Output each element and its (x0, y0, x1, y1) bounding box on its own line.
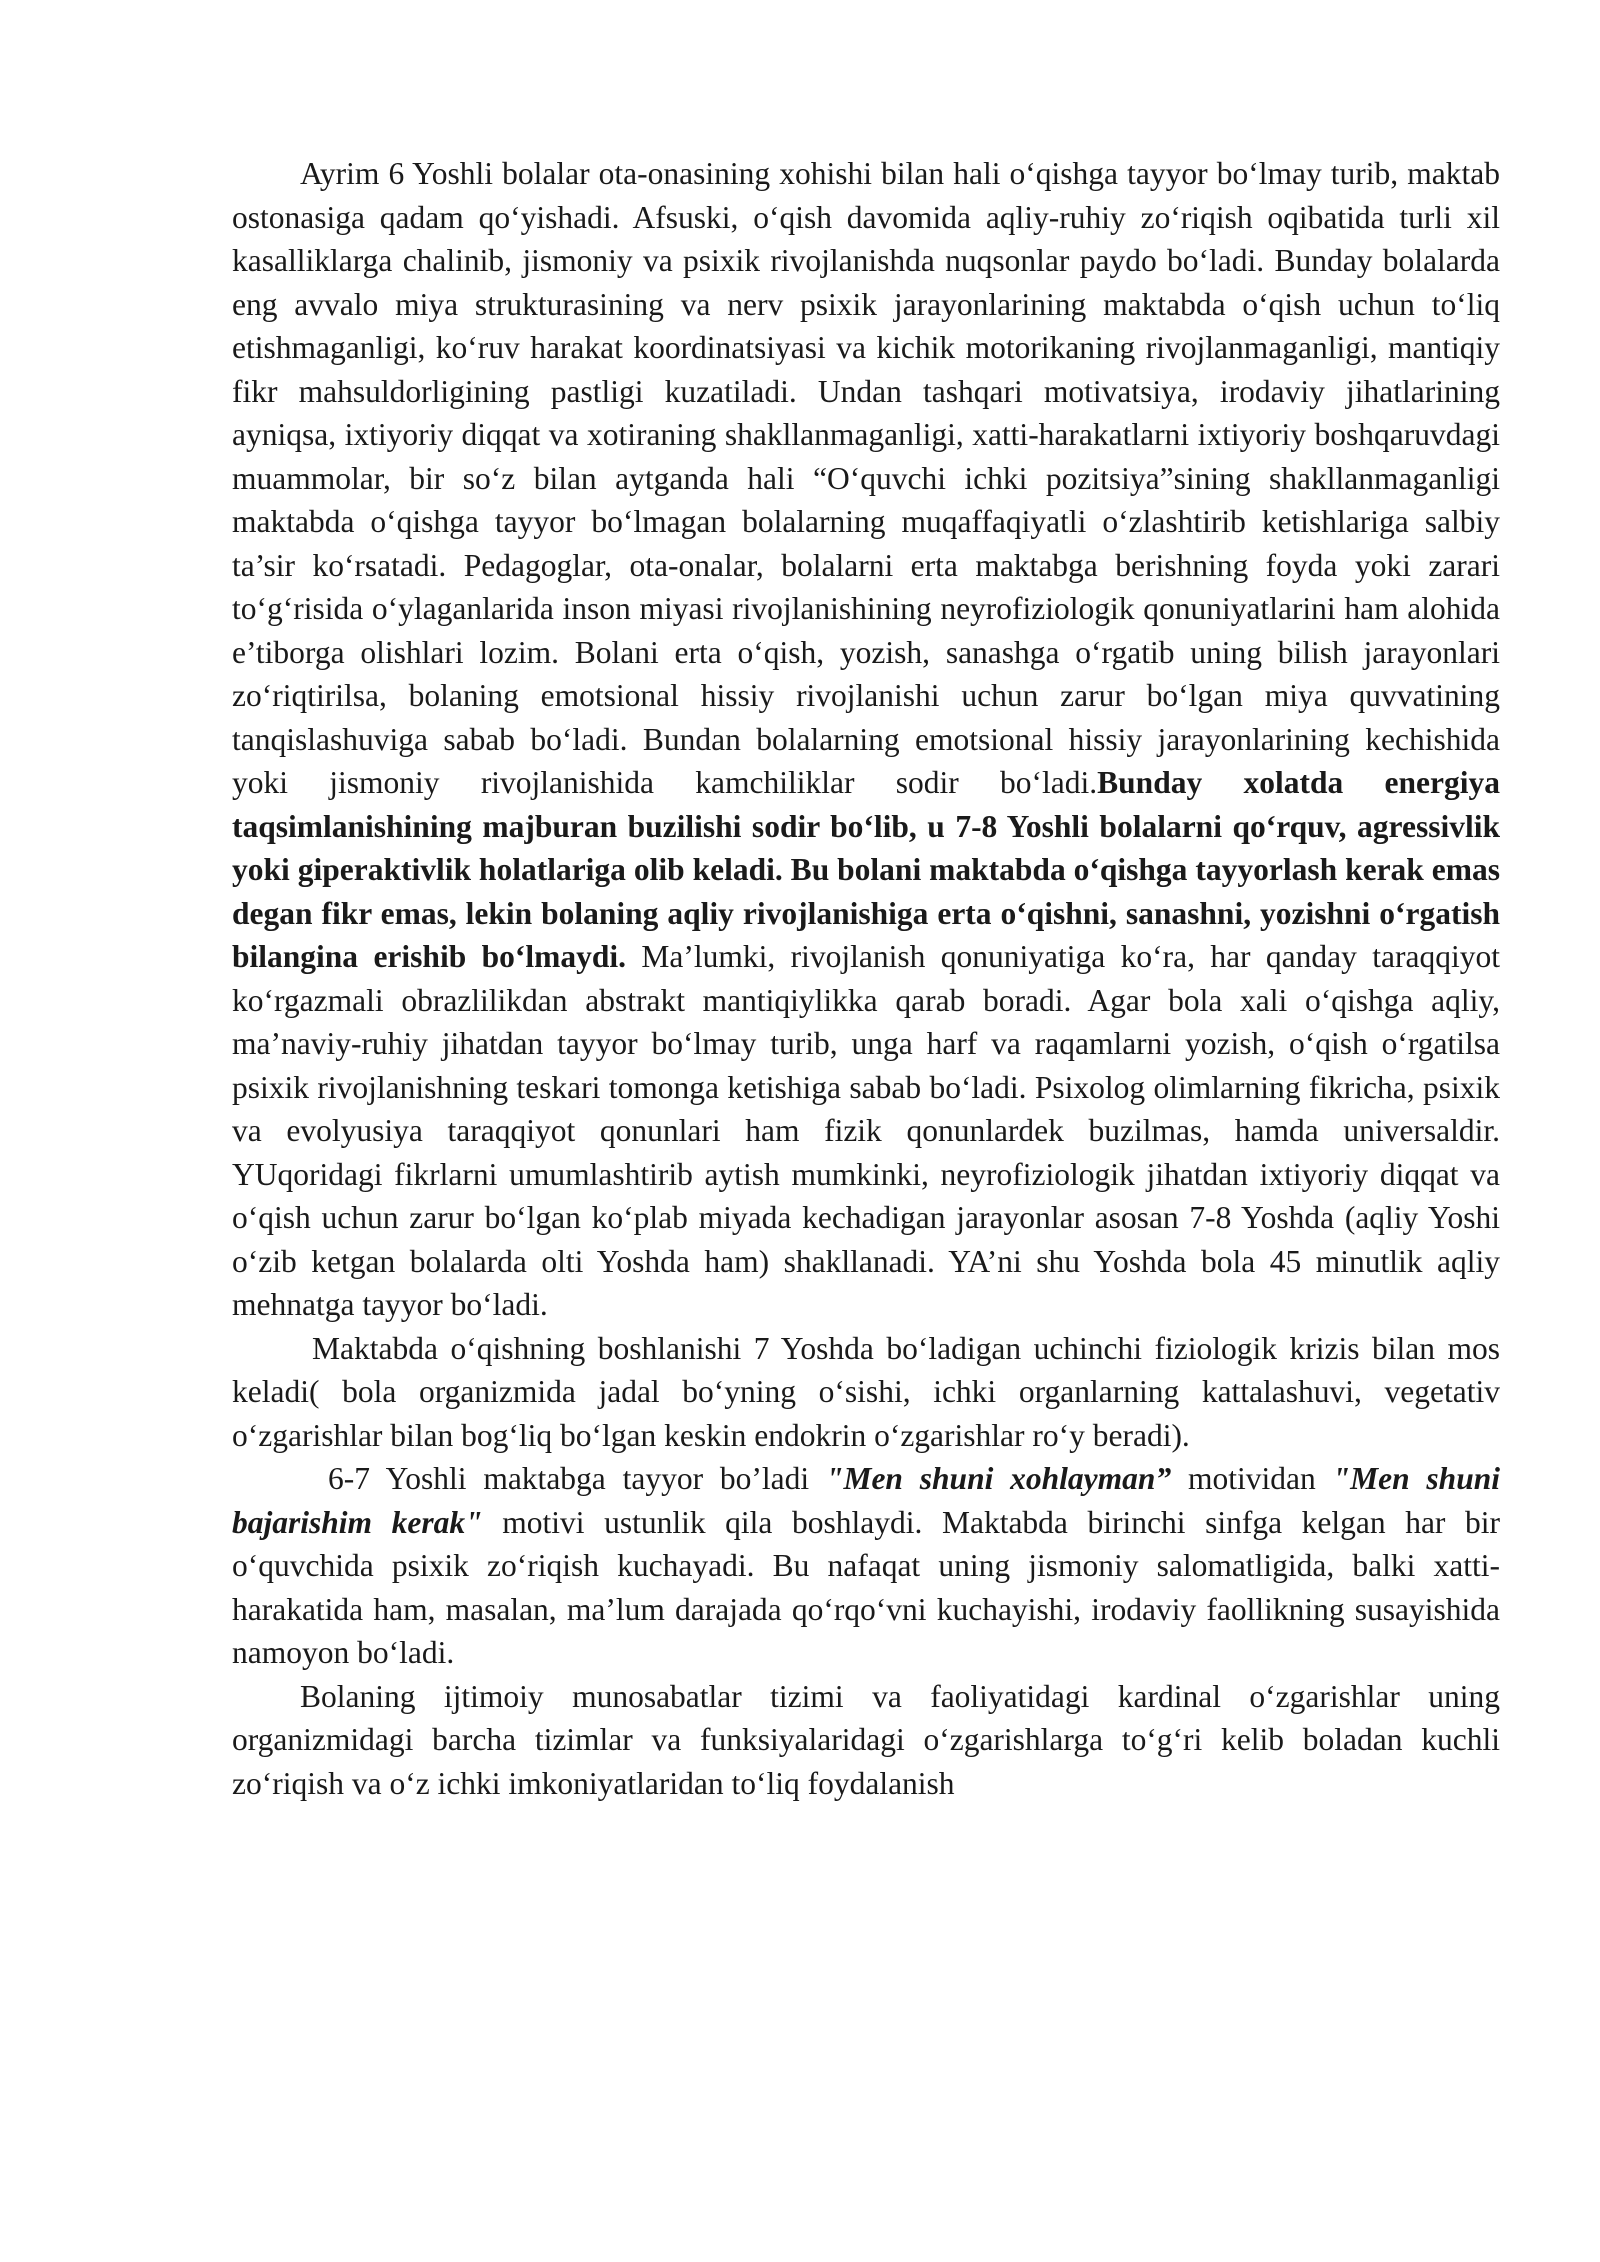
paragraph-3-mid: motividan (1171, 1461, 1333, 1496)
paragraph-2: Maktabda o‘qishning boshlanishi 7 Yoshda bo‘ladigan uchinchi fiziologik krizis bilan mos keladi( bola organizmida jadal bo‘yning o‘sishi, ichki organlarning kattalashuvi, vegetativ o‘zgarishlar bilan bog‘liq bo‘lgan keskin endokrin o‘zgarishlar ro‘y beradi). (232, 1330, 1500, 1453)
paragraph-1-intro: Ayrim 6 Yoshli bolalar ota-onasining xohishi bilan hali o‘qishga tayyor bo‘lmay turib, maktab ostonasiga qadam qo‘yishadi. Afsuski, o‘qish davomida aqliy-ruhiy zo‘riqish oqibatida turli xil kasalliklarga chalinib, jismoniy va psixik rivojlanishda nuqsonlar paydo bo‘ladi. Bunday bolalarda eng avvalo miya strukturasining va nerv psixik jarayonlarining maktabda o‘qish uchun to‘liq etishmaganligi, ko‘ruv harakat koordinatsiyasi va kichik motorikaning rivojlanmaganligi, mantiqiy fikr mahsuldorligining pastligi kuzatiladi. Undan tashqari motivatsiya, irodaviy jihatlarining ayniqsa, ixtiyoriy diqqat va xotiraning shakllanmaganligi, xatti-harakatlarni ixtiyoriy boshqaruvdagi muammolar, bir so‘z bilan aytganda hali “O‘quvchi ichki pozitsiya”sining shakllanmaganligi maktabda o‘qishga tayyor bo‘lmagan bolalarning muqaffaqiyatli o‘zlashtirib ketishlariga salbiy ta’sir ko‘rsatadi. Pedagoglar, ota-onalar, bolalarni erta maktabga berishning foyda yoki zarari to‘g‘risida o‘ylaganlarida inson miyasi rivojlanishining neyrofiziologik qonuniyatlarini ham alohida e’tiborga olishlari lozim. Bolani erta o‘qish, yozish, sanashga o‘rgatib uning bilish jarayonlari zo‘riqtirilsa, bolaning emotsional hissiy rivojlanishi uchun zarur bo‘lgan miya quvvatining tanqislashuviga sabab bo‘ladi. Bundan bolalarning emotsional hissiy jarayonlarining kechishida yoki jismoniy rivojlanishida kamchiliklar sodir bo‘ladi. (232, 156, 1500, 800)
paragraph-1-bold-passage: Bunday xolatda energiya taqsimlanishining majburan buzilishi sodir bo‘lib, u 7-8 Yoshli bolalarni qo‘rquv, agressivlik yoki giperaktivlik holatlariga olib keladi. Bu bolani maktabda o‘qishga tayyorlash kerak emas degan fikr emas, lekin bolaning aqliy rivojlanishiga erta o‘qishni, sanashni, yozishni o‘rgatish bilangina erishib bo‘lmaydi. (232, 765, 1500, 974)
document-page (232, 152, 1500, 1805)
paragraph-1 (232, 152, 1500, 1327)
paragraph-3-quote-1: "Men shuni xohlayman” (825, 1461, 1172, 1496)
paragraph-3-quote-2: "Men shuni bajarishim kerak" (232, 1461, 1500, 1540)
paragraph-3 (232, 1457, 1500, 1675)
paragraph-1-rest: Ma’lumki, rivojlanish qonuniyatiga ko‘ra, har qanday taraqqiyot ko‘rgazmali obrazlilikdan abstrakt mantiqiylikka qarab boradi. Agar bola xali o‘qishga aqliy, ma’naviy-ruhiy jihatdan tayyor bo‘lmay turib, unga harf va raqamlarni yozish, o‘qish o‘rgatilsa psixik rivojlanishning teskari tomonga ketishiga sabab bo‘ladi. Psixolog olimlarning fikricha, psixik va evolyusiya taraqqiyot qonunlari ham fizik qonunlardek buzilmas, hamda universaldir. YUqoridagi fikrlarni umumlashtirib aytish mumkinki, neyrofiziologik jihatdan ixtiyoriy diqqat va o‘qish uchun zarur bo‘lgan ko‘plab miyada kechadigan jarayonlar asosan 7-8 Yoshda (aqliy Yoshi o‘zib ketgan bolalarda olti Yoshda ham) shakllanadi. YA’ni shu Yoshda bola 45 minutlik aqliy mehnatga tayyor bo‘ladi. (232, 939, 1500, 1322)
paragraph-4: Bolaning ijtimoiy munosabatlar tizimi va faoliyatidagi kardinal o‘zgarishlar uning organizmidagi barcha tizimlar va funksiyalaridagi o‘zgarishlarga to‘g‘ri kelib boladan kuchli zo‘riqish va o‘z ichki imkoniyatlaridan to‘liq foydalanish (232, 1678, 1500, 1801)
paragraph-3-lead: 6-7 Yoshli maktabga tayyor bo’ladi (328, 1461, 826, 1496)
paragraph-3-rest: motivi ustunlik qila boshlaydi. Maktabda birinchi sinfga kelgan har bir o‘quvchida psixik zo‘riqish kuchayadi. Bu nafaqat uning jismoniy salomatligida, balki xatti-harakatida ham, masalan, ma’lum darajada qo‘rqo‘vni kuchayishi, irodaviy faollikning susayishida namoyon bo‘ladi. (232, 1504, 1500, 1670)
